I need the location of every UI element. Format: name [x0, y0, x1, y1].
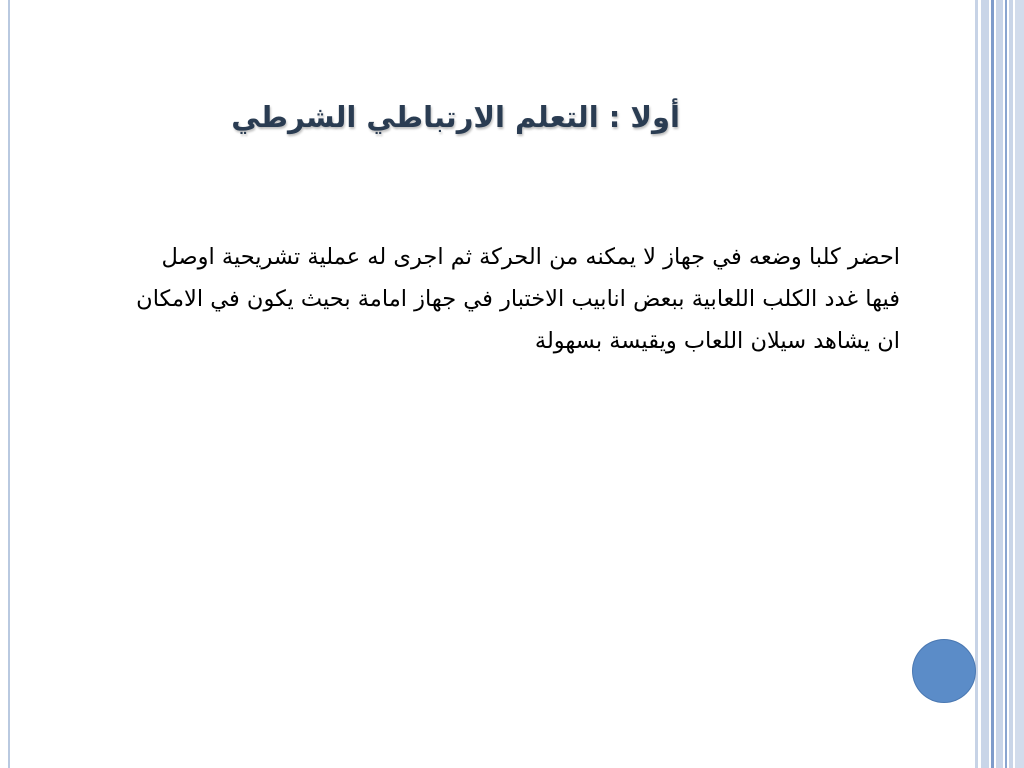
right-stripe [975, 0, 978, 768]
right-stripe [1005, 0, 1007, 768]
right-stripe [1015, 0, 1024, 768]
right-stripe [1009, 0, 1013, 768]
right-stripe [991, 0, 994, 768]
left-border-line [8, 0, 10, 768]
slide-title: أولا : التعلم الارتباطي الشرطي [231, 100, 680, 134]
slide-body-text: احضر كلبا وضعه في جهاز لا يمكنه من الحركة ثم اجرى له عملية تشريحية اوصل فيها غدد الكلب اللعابية ببعض انابيب الاختبار في جهاز امامة بحيث يكون في الامكان ان يشاهد سيلان اللعاب ويقيسة بسهولة [136, 244, 900, 354]
right-stripe [981, 0, 989, 768]
decorative-circle [913, 640, 975, 702]
right-stripe [996, 0, 1003, 768]
